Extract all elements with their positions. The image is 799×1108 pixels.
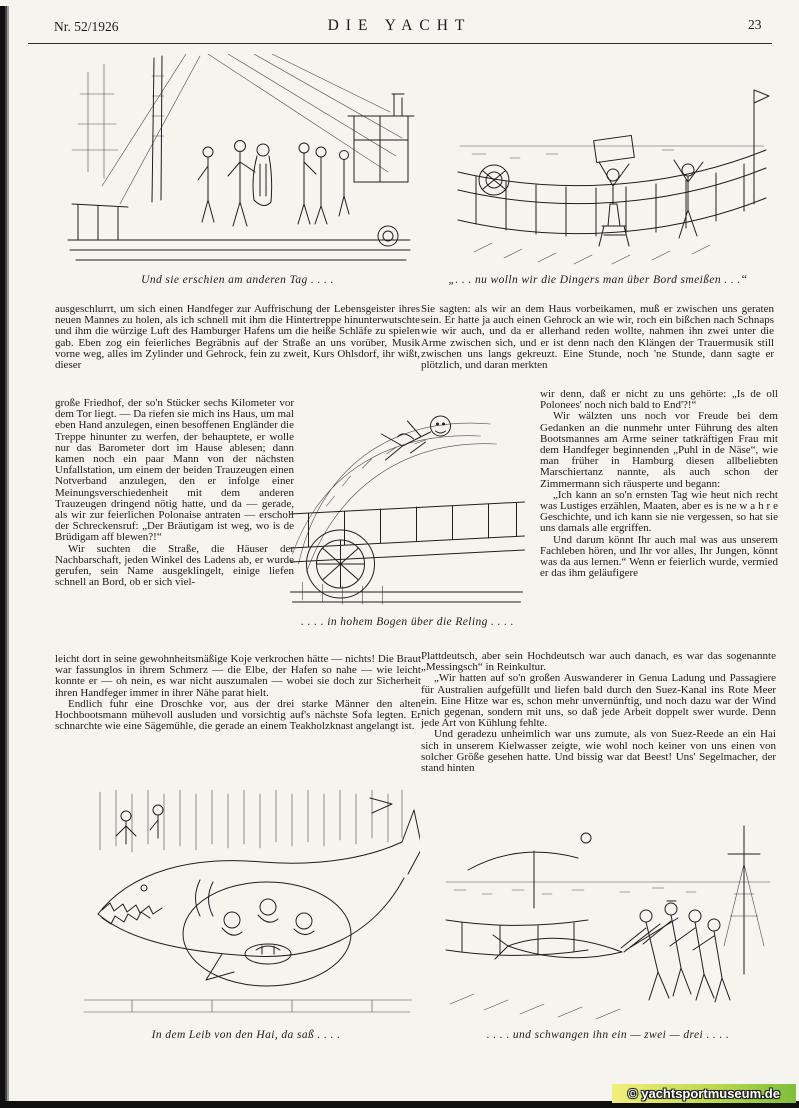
scan-edge-left [0,6,9,1108]
left-column-text-narrow [55,398,294,588]
watermark-text: © yachtsportmuseum.de [628,1086,780,1101]
wedding-deck-illustration [58,54,420,270]
right-column-text-bottom [421,651,776,774]
paragraph: ausgeschlurrt, um sich einen Handfeger zur Auffrischung der Lebensgeister ihres neuen Mannes zu holen, als ich schnell mit ihm die Hintertreppe hinunterwutschte und ihm die würzige Luft des Hamburger Hafens um die heiße Schläfe zu spielen gab. Eben zog ein feierliches Begräbnis auf der Straße an uns vorüber, Musik vorne weg, alles im Zylinder und Gehrock, fein zu zweit, Kurs Ohlsdorf, ihr wißt, dieser [55,303,420,372]
figure-caption: „. . . nu wolln wir die Dingers man über Bord smeißen . . .“ [448,274,748,286]
figure-caption: Und sie erschien am anderen Tag . . . . [141,274,334,286]
paragraph: Und geradezu unheimlich war uns zumute, als von Suez-Reede an ein Hai sich in unserem Kielwasser zeigte, wie wohl noch keiner von uns einen von solcher Größe gesehen hatte. Und bissig war dat Beest! Uns' Segelmacher, der stand hinten [421,728,776,775]
high-arc-illustration [282,386,533,612]
paragraph: große Friedhof, der so'n Stücker sechs Kilometer vor dem Tor liegt. — Da riefen sie mich ins Haus, um mal eben Hand anzulegen, einen besoffenen Engländer die Treppe hinunter zu werfen, der behauptete, er wolle nur das Barometer dort im Hause ablesen; dann kamen noch ein paar Mann von der nächsten Unfallstation, um einem der beiden Trauzeugen einen Notverband anzulegen, den er infolge einer Meinungsverschiedenheit mit dem anderen Trauzeugen dringend nötig hatte, und da — gerade, als wir zur feierlichen Polonaise antraten — erscholl der Schreckensruf: „Der Bräutigam ist weg, wo is de Brüdigam aff blewen?!“ [55,397,294,544]
shark-belly-illustration [72,786,420,1026]
paragraph: Endlich fuhr eine Droschke vor, aus der drei starke Männer den alten Hochbootsmann mühevoll ausluden und vorsichtig auf's nächste Sofa legten. Er schnarchte wie eine Sägemühle, die gerade an einem Teakholzknast angelangt ist. [55,697,421,733]
paragraph: leicht dort in seine gewohnheitsmäßige Koje verkrochen hätte — nichts! Die Braut war fassunglos in ihrem Schmerz — die Elbe, der Hafen so nahe — wie leicht konnte er — oh nein, es war nicht auszumalen — wobei sie doch zur Sicherheit ihren Handfeger immer in ihrer Nähe parat hielt. [55,653,421,699]
figure-caption: . . . . in hohem Bogen über die Reling . . . . [301,616,514,628]
paragraph: Wir wälzten uns noch vor Freude bei dem Gedanken an die nunmehr unter Führung des alten Bootsmannes am Arme seiner tatkräftigen Frau mit dem Handfeger beginnenden „Puhl in de Näse“, wie man früher in Hamburg diesen allbeliebten Marschiertanz nannte, als auch schon der Zimmermann sich räusperte und begann: [540,410,778,490]
paragraph: Wir suchten die Straße, die Häuser der Nachbarschaft, jeden Winkel des Ladens ab, er wurde gerufen, sein Name ausgeklingelt, einige liefen schnell an Bord, ob er sich viel- [55,542,294,589]
right-column-text-narrow [540,389,778,579]
swinging-illustration [438,824,778,1026]
right-column-text-top [421,304,774,371]
paragraph: „Wir hatten auf so'n großen Auswanderer in Genua Ladung und Passagiere für Australien aufgefüllt und liefen bald durch den Suez-Kanal ins Rote Meer ein. Eine Hitze war es, schon mehr unvernünftig, und noch dazu war der Wind nich gegenan, sondern mit uns, so daß jede Arbeit doppelt swer wurde. Denn jede Art von Kühlung fehlte. [421,672,776,730]
left-column-text-bottom [55,654,421,732]
paragraph: Und darum könnt Ihr auch mal was aus unserem Fachleben hören, und Ihr vor alles, Ihr Jungen, könnt was da aus lernen.“ Wenn er feierlich wurde, vermied er das ihm geläufigere [540,533,778,580]
figure-caption: In dem Leib von den Hai, da saß . . . . [151,1029,341,1041]
paragraph: Plattdeutsch, aber sein Hochdeutsch war auch danach, es war das sogenannte „Messingsch“ in Reinkultur. [421,650,776,674]
figure-caption: . . . . und schwangen ihn ein — zwei — drei . . . . [486,1029,730,1041]
watermark-yachtsportmuseum [612,1084,796,1103]
over-board-illustration [452,54,772,272]
issue-number: Nr. 52/1926 [54,19,119,34]
left-column-text-top [55,304,420,371]
header-rule [28,43,772,44]
page-number: 23 [748,17,762,32]
magazine-title: DIE YACHT [327,17,472,34]
paragraph: Sie sagten: als wir an dem Haus vorbeikamen, muß er zwischen uns geraten sein. Er hatte ja auch einen Gehrock an wie wir, roch ein bißchen nach Schnaps wie wir auch, und da er allerhand reden wollte, nahmen ihn zwei unter die Arme zwischen sich, und er ist denn nach den Klängen der Trauermusik still zwischen uns langs gekreuzt. Eine Stunde, noch 'ne Stunde, dann sagte er plötzlich, und daran merkten [421,303,774,372]
paragraph: wir denn, daß er nicht zu uns gehörte: „Is de oll Polonees' noch nich bald to End'?!“ [540,388,778,412]
paragraph: „Ich kann an so'n ernsten Tag wie heut nich recht was Lustiges erzählen, Maaten, aber es is ne w a h r e Geschichte, und ich kann sie nie vergessen, so hat sie uns damals alle ergriffen. [540,488,778,535]
